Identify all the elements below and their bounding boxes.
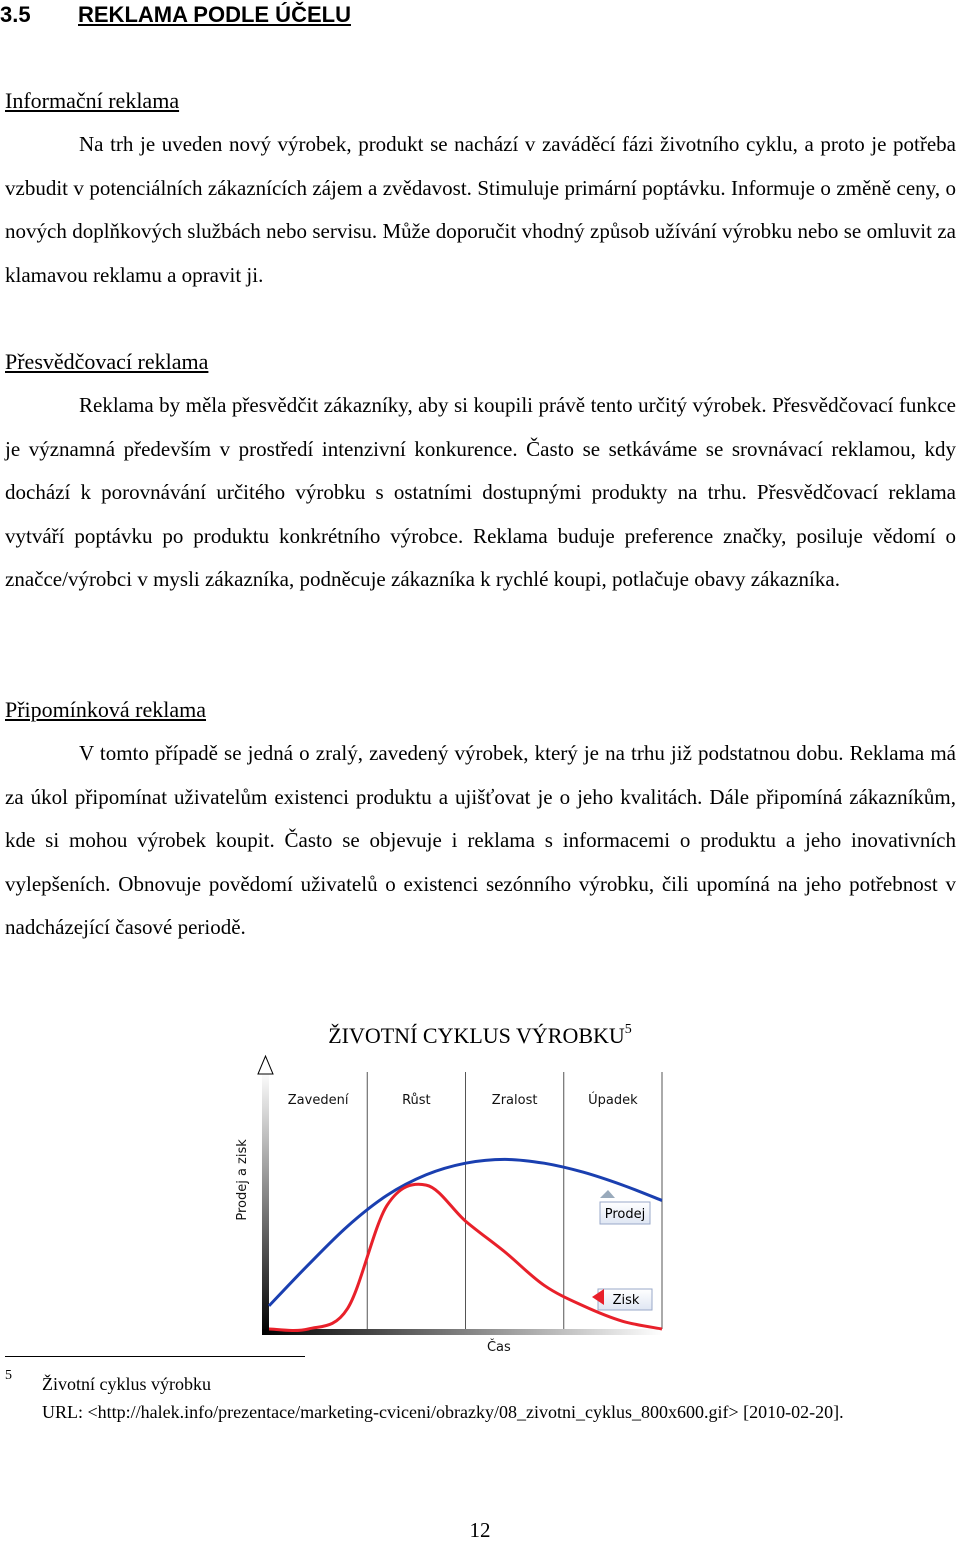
paragraph-presvedcovaci: Reklama by měla přesvědčit zákazníky, aby si koupili právě tento určitý výrobek. Přesvědčovací funkce je významná především v prostředí intenzivní konkurence. Často se setkáváme se srovnávací reklamou, kdy dochází k porovnávání určitého výrobku s ostatními dostupnými produkty na trhu. Přesvědčovací reklama vytváří poptávku po produktu konkrétního výrobce. Reklama buduje preference značky, posiluje vědomí o značce/výrobci v mysli zákazníka, podněcuje zákazníka k rychlé koupi, potlačuje obavy zákazníka. bbox=[5, 393, 956, 592]
phase-label-2: Růst bbox=[402, 1093, 431, 1108]
paragraph-pripominkova: V tomto případě se jedná o zralý, zavedený výrobek, který je na trhu již podstatnou dobu. Reklama má za úkol připomínat uživatelům existenci produktu a ujišťovat je o jeho kvalitách. Dále připomíná zákazníkům, kde si mohou výrobek koupit. Často se objevuje i reklama s informacemi o produktu a jeho inovativních vylepšeních. Obnovuje povědomí uživatelů o existenci sezónního výrobku, čili upomíná na jeho potřebnost v nadcházející časové periodě. bbox=[5, 741, 956, 940]
footnote-marker: 5 bbox=[5, 1368, 12, 1383]
chart-title bbox=[0, 1022, 960, 1049]
footnote-divider bbox=[5, 1356, 305, 1357]
phase-label-1: Zavedení bbox=[287, 1093, 349, 1108]
legend-label-prodej: Prodej bbox=[604, 1207, 646, 1222]
x-axis-label: Čas bbox=[486, 1340, 511, 1355]
y-axis-arrow bbox=[258, 1056, 273, 1074]
y-axis-label: Prodej a zisk bbox=[235, 1139, 250, 1221]
product-lifecycle-chart bbox=[220, 1052, 700, 1357]
section-heading bbox=[0, 2, 351, 28]
x-axis-bar bbox=[262, 1329, 662, 1335]
phase-label-3: Zralost bbox=[491, 1093, 538, 1108]
subheading-informacni: Informační reklama bbox=[5, 88, 180, 113]
section-title: REKLAMA PODLE ÚČELU bbox=[78, 2, 351, 27]
legend-label-zisk: Zisk bbox=[612, 1293, 640, 1308]
subheading-pripominkova: Připomínková reklama bbox=[5, 697, 207, 722]
phase-label-4: Úpadek bbox=[588, 1093, 638, 1108]
chart-title-text: ŽIVOTNÍ CYKLUS VÝROBKU bbox=[328, 1023, 625, 1048]
page-number: 12 bbox=[469, 1518, 491, 1542]
chart-footnote-ref: 5 bbox=[624, 1022, 632, 1037]
prodej-tag-arrow-icon bbox=[600, 1190, 615, 1198]
legend-tag-zisk bbox=[592, 1289, 652, 1310]
footnote-title: Životní cyklus výrobku bbox=[42, 1374, 211, 1394]
section-number: 3.5 bbox=[0, 2, 31, 27]
legend-tag-prodej bbox=[600, 1190, 650, 1224]
footnote-url: URL: <http://halek.info/prezentace/marketing-cviceni/obrazky/08_zivotni_cyklus_800x600.gif> [2010-02-20]. bbox=[42, 1402, 844, 1422]
subheading-presvedcovaci: Přesvědčovací reklama bbox=[5, 349, 209, 374]
paragraph-informacni: Na trh je uveden nový výrobek, produkt se nachází v zaváděcí fázi životního cyklu, a proto je potřeba vzbudit v potenciálních zákaznících zájem a zvědavost. Stimuluje primární poptávku. Informuje o změně ceny, o nových doplňkových službách nebo servisu. Může doporučit vhodný způsob užívání výrobku nebo se omluvit za klamavou reklamu a opravit ji. bbox=[5, 132, 956, 287]
y-axis-bar bbox=[262, 1070, 269, 1334]
